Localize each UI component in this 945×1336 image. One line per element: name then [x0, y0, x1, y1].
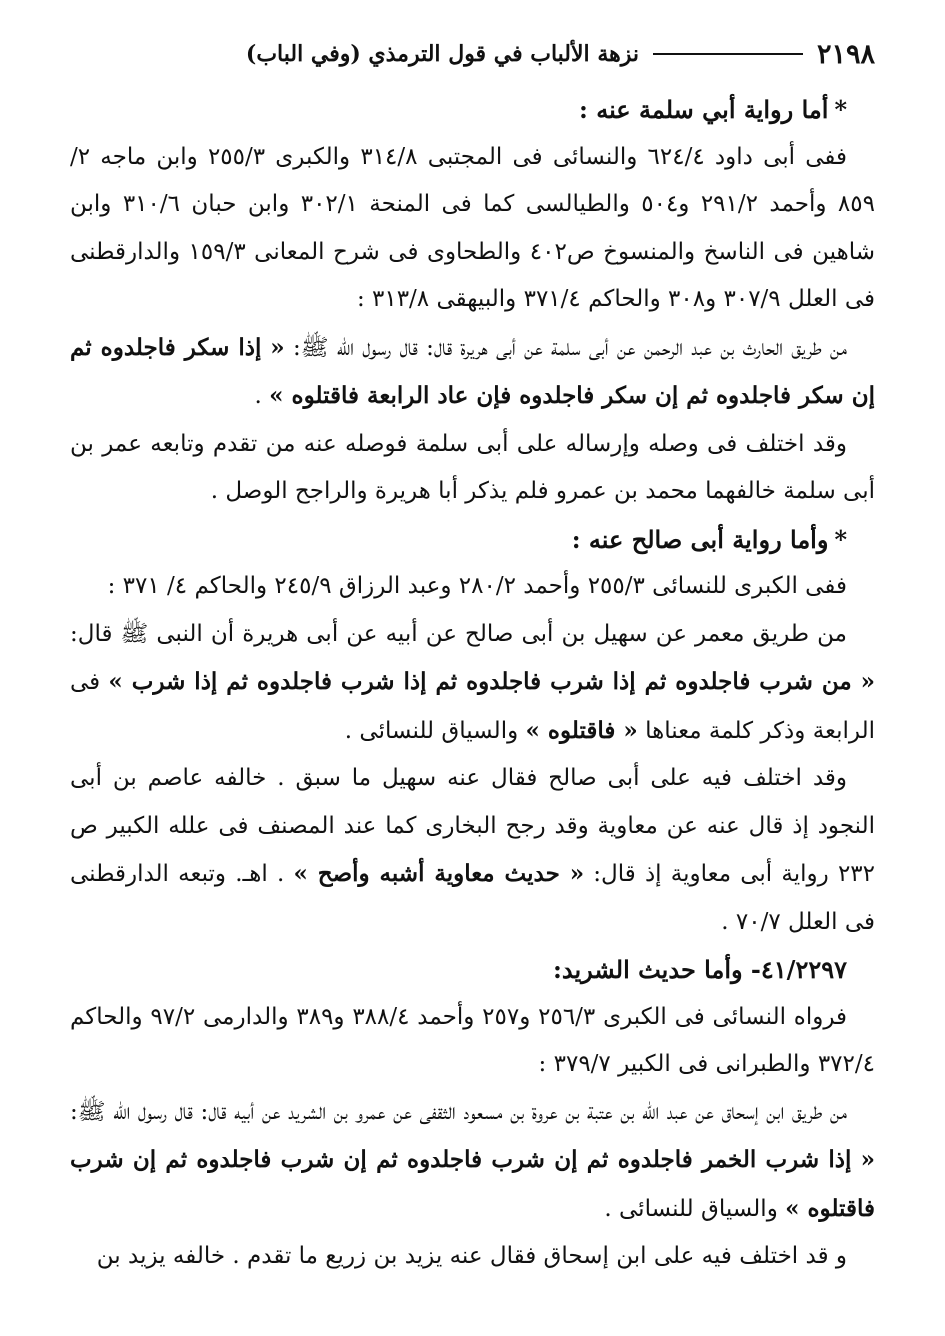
heading-text: أما رواية أبي سلمة عنه : [578, 95, 829, 124]
section-heading-sharid: ٤١/٢٢٩٧- وأما حديث الشريد: [552, 955, 847, 984]
bukhari-quote: « حديث معاوية أشبه وأصح » [293, 860, 585, 887]
hadith-note: فى الرابعة وذكر كلمة معناها [70, 669, 875, 744]
isnad-text: من طريق الحارث بن عبد الرحمن عن أبى سلمة عن أبى هريرة قال: قال رسول الله ﷺ: [284, 334, 847, 361]
section-heading-abi-salama [70, 86, 875, 134]
header-rule [653, 53, 803, 55]
hadith-text: « من شرب فاجلدوه ثم إذا شرب فاجلدوه ثم إذا شرب فاجلدوه ثم إذا شرب » [108, 668, 876, 695]
star-icon: * [834, 524, 847, 554]
isnad-text: من طريق ابن إسحاق عن عبد الله بن عتبة بن عروة بن مسعود الثقفى عن عمرو بن الشريد عن أبيه قال: قال رسول الله ﷺ: [70, 1098, 847, 1125]
running-header [70, 34, 875, 74]
ikhtilaf-paragraph: وقد اختلف فى وصله وإرساله على أبى سلمة فوصله عنه من تقدم وتابعه عمر بن أبى سلمة خالفهما محمد بن عمرو فلم يذكر أبا هريرة والراجح الوصل . [70, 430, 875, 504]
hadith-paragraph [70, 1089, 875, 1234]
hadith-paragraph [70, 611, 875, 756]
star-icon: * [834, 95, 847, 124]
paragraph-end: والسياق للنسائى . [604, 1195, 786, 1222]
ikhtilaf-text: وقد اختلف فيه على أبى صالح فقال عنه سهيل ما سبق . خالفه عاصم بن أبى النجود إذ قال عنه عن معاوية وقد رجح البخارى كما عند المصنف فى علله الكبير ص ٢٣٢ رواية أبى معاوية إذ قال: [70, 765, 875, 887]
references-paragraph: فرواه النسائى فى الكبرى ٢٥٦/٣ و٢٥٧ وأحمد ٣٨٨/٤ و٣٨٩ والدارمى ٩٧/٢ والحاكم ٣٧٢/٤ والطبرانى فى الكبير ٣٧٩/٧ : [70, 1003, 875, 1077]
hadith-text: « إذا شرب الخمر فاجلدوه ثم إن شرب فاجلدوه ثم إن شرب فاجلدوه ثم إن شرب فاقتلوه » [70, 1146, 875, 1222]
hadith-word: « فاقتلوه » [525, 716, 638, 744]
section-heading-abi-salih [70, 516, 875, 564]
running-title: نزهة الألباب في قول الترمذي (وفي الباب) [245, 41, 639, 67]
paragraph-end: والسياق للنسائى . [344, 717, 526, 744]
page-number: ٢١٩٨ [816, 38, 875, 70]
hadith-text: « إذا سكر فاجلدوه ثم إن سكر فاجلدوه ثم إن سكر فاجلدوه فإن عاد الرابعة فاقتلوه » [70, 333, 875, 409]
isnad-text: من طريق معمر عن سهيل بن أبى صالح عن أبيه عن أبى هريرة أن النبى ﷺ قال: [70, 620, 847, 647]
ikhtilaf-paragraph [70, 755, 875, 946]
hadith-paragraph [70, 324, 875, 421]
heading-text: وأما رواية أبى صالح عنه : [571, 524, 829, 554]
ikhtilaf-paragraph: و قد اختلف فيه على ابن إسحاق فقال عنه يزيد بن زريع ما تقدم . خالفه يزيد بن [96, 1243, 847, 1269]
references-paragraph: ففى أبى داود ٦٢٤/٤ والنسائى فى المجتبى ٣١٤/٨ والكبرى ٢٥٥/٣ وابن ماجه ٢/ ٨٥٩ وأحمد ٢٩١/٢ و٥٠٤ والطيالسى كما فى المنحة ٣٠٢/١ وابن حبان ٣١٠/٦ وابن شاهين فى الناسخ والمنسوخ ص٤٠٢ والطحاوى فى شرح المعانى ١٥٩/٣ والدارقطنى فى العلل ٣٠٧/٩ و٣٠٨ والحاكم ٣٧١/٤ والبيهقى ٣١٣/٨ : [70, 143, 876, 312]
references-paragraph: ففى الكبرى للنسائى ٢٥٥/٣ وأحمد ٢٨٠/٢ وعبد الرزاق ٢٤٥/٩ والحاكم ٤/ ٣٧١ : [107, 573, 847, 599]
page-body [70, 86, 875, 1281]
paragraph-end: . [254, 383, 270, 409]
ikhtilaf-end: . اهـ. وتبعه الدارقطنى فى العلل ٧٠/٧ . [70, 861, 875, 935]
